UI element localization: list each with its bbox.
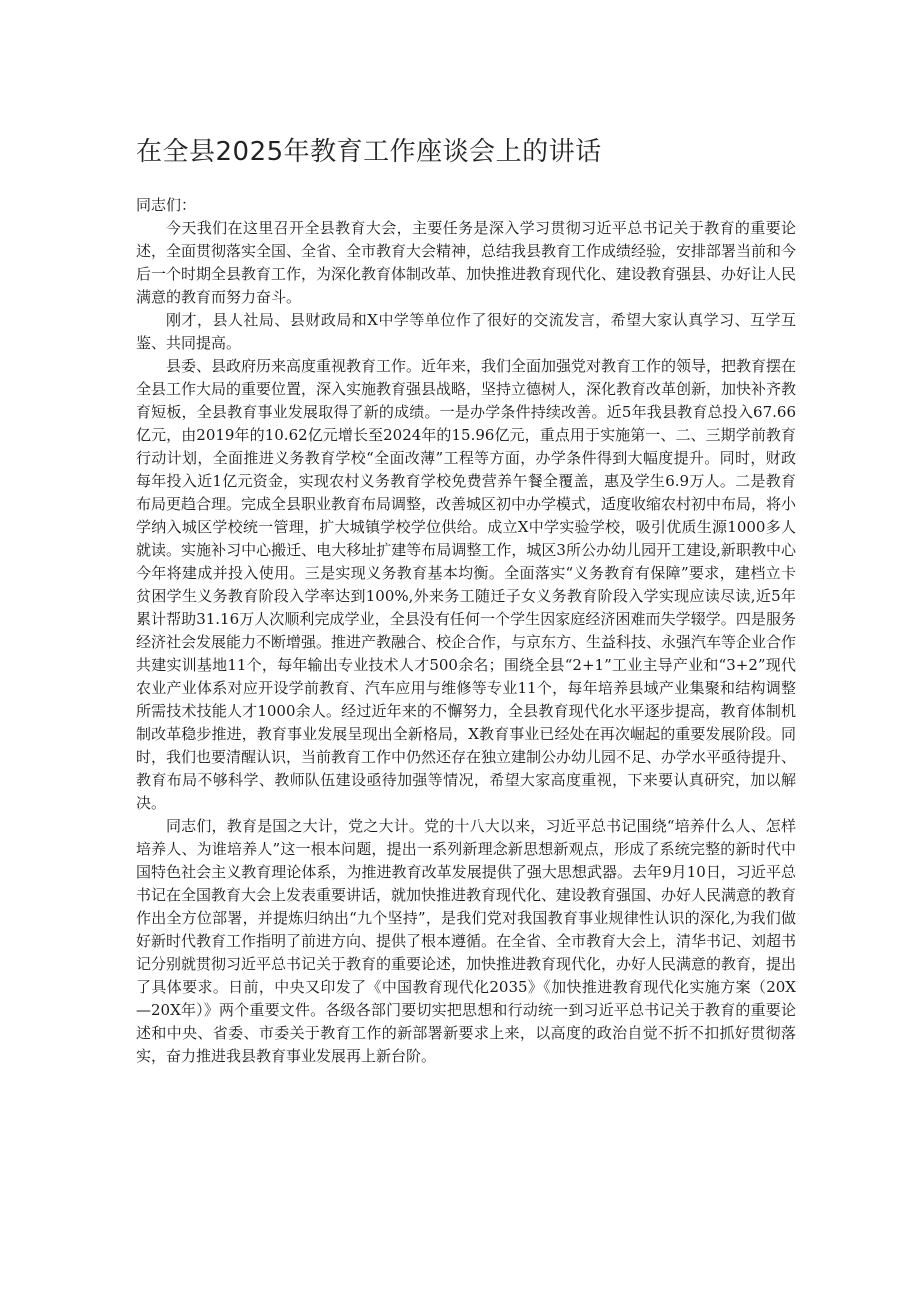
paragraph-2: 刚才，县人社局、县财政局和X中学等单位作了很好的交流发言，希望大家认真学习、互学互鉴、共同提高。	[136, 311, 796, 352]
paragraph-1: 今天我们在这里召开全县教育大会，主要任务是深入学习贯彻习近平总书记关于教育的重要论述，全面贯彻落实全国、全省、全市教育大会精神，总结我县教育工作成绩经验，安排部署当前和今后一个时期全县教育工作，为深化教育体制改革、加快推进教育现代化、建设教育强县、办好让人民满意的教育而努力奋斗。	[136, 219, 797, 306]
salutation: 同志们：	[136, 196, 197, 214]
paragraph-3: 县委、县政府历来高度重视教育工作。近年来，我们全面加强党对教育工作的领导，把教育摆在全县工作大局的重要位置，深入实施教育强县战略，坚持立德树人，深化教育改革创新，加快补齐教育短板，全县教育事业发展取得了新的成绩。一是办学条件持续改善。近5年我县教育总投入67.66亿元，由2019年的10.62亿元增长至2024年的15.96亿元，重点用于实施第一、二、三期学前教育行动计划，全面推进义务教育学校“全面改薄”工程等方面，办学条件得到大幅度提升。同时，财政每年投入近1亿元资金，实现农村义务教育学校免费营养午餐全覆盖，惠及学生6.9万人。二是教育布局更趋合理。完成全县职业教育布局调整，改善城区初中办学模式，适度收缩农村初中布局，将小学纳入城区学校统一管理，扩大城镇学校学位供给。成立X中学实验学校，吸引优质生源1000多人就读。实施补习中心搬迁、电大移址扩建等布局调整工作，城区3所公办幼儿园开工建设,新职教中心今年将建成并投入使用。三是实现义务教育基本均衡。全面落实“义务教育有保障”要求，建档立卡贫困学生义务教育阶段入学率达到100%,外来务工随迁子女义务教育阶段入学实现应读尽读,近5年累计帮助31.16万人次顺利完成学业，全县没有任何一个学生因家庭经济困难而失学辍学。四是服务经济社会发展能力不断增强。推进产教融合、校企合作，与京东方、生益科技、永强汽车等企业合作共建实训基地11个，每年输出专业技术人才500余名；围绕全县“2+1”工业主导产业和“3+2”现代农业产业体系对应开设学前教育、汽车应用与维修等专业11个，每年培养县域产业集聚和结构调整所需技术技能人才1000余人。经过近年来的不懈努力，全县教育现代化水平逐步提高，教育体制机制改革稳步推进，教育事业发展呈现出全新格局，X教育事业已经处在再次崛起的重要发展阶段。同时，我们也要清醒认识，当前教育工作中仍然还存在独立建制公办幼儿园不足、办学水平亟待提升、教育布局不够科学、教师队伍建设亟待加强等情况，希望大家高度重视，下来要认真研究，加以解决。	[136, 357, 797, 812]
document-page	[136, 132, 796, 1068]
document-title: 在全县2025年教育工作座谈会上的讲话	[136, 137, 602, 167]
paragraph-4: 同志们，教育是国之大计，党之大计。党的十八大以来，习近平总书记围绕“培养什么人、怎样培养人、为谁培养人”这一根本问题，提出一系列新理念新思想新观点，形成了系统完整的新时代中国特色社会主义教育理论体系，为推进教育改革发展提供了强大思想武器。去年9月10日，习近平总书记在全国教育大会上发表重要讲话，就加快推进教育现代化、建设教育强国、办好人民满意的教育作出全方位部署，并提炼归纳出“九个坚持”，是我们党对我国教育事业规律性认识的深化,为我们做好新时代教育工作指明了前进方向、提供了根本遵循。在全省、全市教育大会上，清华书记、刘超书记分别就贯彻习近平总书记关于教育的重要论述，加快推进教育现代化，办好人民满意的教育，提出了具体要求。日前，中央又印发了《中国教育现代化2035》《加快推进教育现代化实施方案（20X—20X年）》两个重要文件。各级各部门要切实把思想和行动统一到习近平总书记关于教育的重要论述和中央、省委、市委关于教育工作的新部署新要求上来，以高度的政治自觉不折不扣抓好贯彻落实，奋力推进我县教育事业发展再上新台阶。	[136, 817, 797, 1065]
